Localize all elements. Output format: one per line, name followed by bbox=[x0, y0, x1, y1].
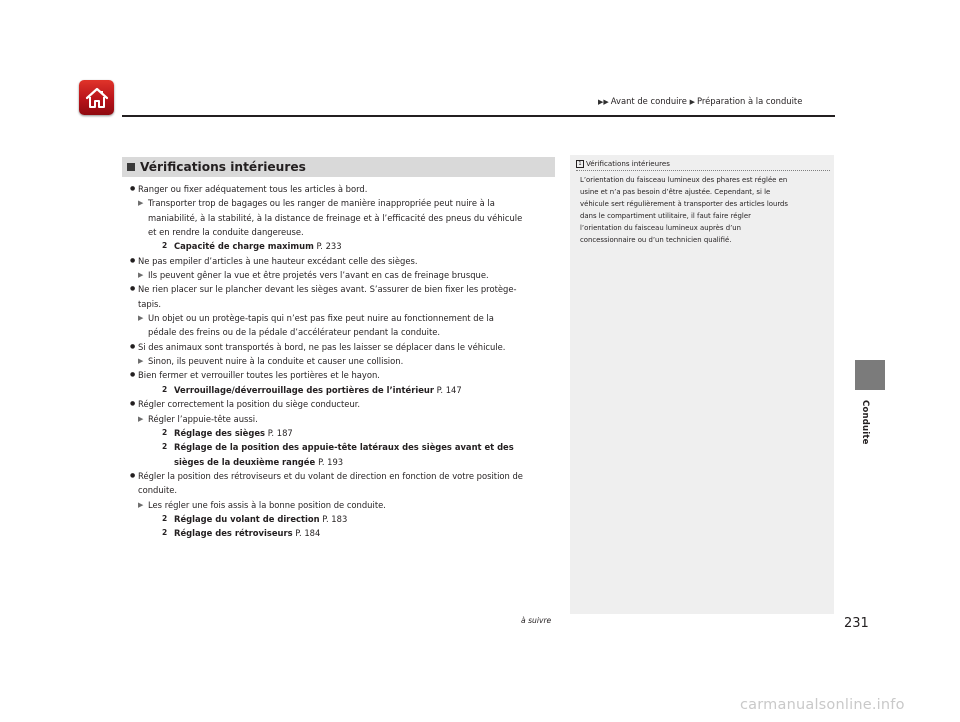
reference-page[interactable]: P. 187 bbox=[267, 427, 293, 438]
wrap-line: et en rendre la conduite dangereuse. bbox=[148, 227, 304, 238]
bullet-item bbox=[138, 397, 558, 411]
reference-link[interactable] bbox=[138, 440, 558, 454]
reference-title[interactable]: Capacité de charge maximum bbox=[174, 241, 314, 252]
arrow-icon: ▶ bbox=[138, 314, 144, 323]
sub-item-text: Transporter trop de bagages ou les ranger de manière inappropriée peut nuire à la bbox=[148, 198, 495, 209]
reference-icon: 2 bbox=[162, 442, 168, 452]
chapter-tab[interactable] bbox=[855, 360, 885, 390]
reference-icon: 2 bbox=[162, 513, 168, 523]
sidebar-title-text: Vérifications intérieures bbox=[586, 159, 670, 168]
sidebar-divider bbox=[576, 170, 830, 171]
reference-link-continued[interactable] bbox=[138, 455, 558, 469]
reference-icon: 2 bbox=[162, 241, 168, 251]
sub-item bbox=[138, 196, 558, 210]
breadcrumb-arrow-icon: ▶▶ bbox=[598, 98, 609, 106]
page-number: 231 bbox=[844, 616, 869, 631]
section-title: Vérifications intérieures bbox=[140, 160, 306, 174]
sub-item-text: Régler l’appuie-tête aussi. bbox=[148, 413, 258, 424]
reference-link[interactable] bbox=[138, 512, 558, 526]
reference-icon: 2 bbox=[162, 528, 168, 538]
reference-page[interactable]: P. 233 bbox=[316, 241, 342, 252]
reference-link[interactable] bbox=[138, 426, 558, 440]
sub-item bbox=[138, 354, 558, 368]
arrow-icon: ▶ bbox=[138, 271, 144, 280]
bullet-item bbox=[138, 182, 558, 196]
reference-title[interactable]: Réglage du volant de direction bbox=[174, 513, 320, 524]
reference-page[interactable]: P. 193 bbox=[318, 456, 344, 467]
arrow-icon: ▶ bbox=[138, 500, 144, 509]
reference-page[interactable]: P. 184 bbox=[295, 528, 321, 539]
reference-page[interactable]: P. 147 bbox=[436, 384, 462, 395]
bullet-text: Bien fermer et verrouiller toutes les portières et le hayon. bbox=[138, 370, 380, 381]
section-header bbox=[122, 157, 555, 177]
sidebar-line: l’orientation du faisceau lumineux auprès d’un bbox=[580, 223, 741, 232]
sidebar-line: concessionnaire ou d’un technicien qualifié. bbox=[580, 235, 732, 244]
reference-page[interactable]: P. 183 bbox=[322, 513, 348, 524]
bullet-text: Si des animaux sont transportés à bord, ne pas les laisser se déplacer dans le véhicule. bbox=[138, 341, 506, 352]
bullet-text: Régler correctement la position du siège conducteur. bbox=[138, 399, 361, 410]
sidebar-line: véhicule sert régulièrement à transporter des articles lourds bbox=[580, 199, 788, 208]
home-icon bbox=[84, 86, 110, 110]
bullet-text: Ne pas empiler d’articles à une hauteur excédant celle des sièges. bbox=[138, 255, 418, 266]
sub-item bbox=[138, 498, 558, 512]
reference-link[interactable] bbox=[138, 239, 558, 253]
bullet-item bbox=[138, 340, 558, 354]
bullet-text: Régler la position des rétroviseurs et du volant de direction en fonction de votre position de bbox=[138, 470, 523, 481]
breadcrumb bbox=[598, 96, 802, 106]
breadcrumb-item-preparation[interactable]: Préparation à la conduite bbox=[696, 96, 803, 106]
bullet-item bbox=[138, 469, 558, 483]
sub-item-text: Ils peuvent gêner la vue et être projetés vers l’avant en cas de freinage brusque. bbox=[148, 270, 489, 281]
breadcrumb-arrow-icon: ▶ bbox=[689, 98, 695, 106]
reference-title[interactable]: Réglage des rétroviseurs bbox=[174, 528, 293, 539]
sidebar-note bbox=[570, 155, 834, 614]
arrow-icon: ▶ bbox=[138, 357, 144, 366]
sub-item-text: Sinon, ils peuvent nuire à la conduite et causer une collision. bbox=[148, 356, 404, 367]
sub-item bbox=[138, 268, 558, 282]
breadcrumb-item-avant[interactable]: Avant de conduire bbox=[610, 96, 687, 106]
reference-title[interactable]: Réglage des sièges bbox=[174, 427, 266, 438]
sidebar-title bbox=[576, 159, 670, 168]
wrap-line: conduite. bbox=[138, 485, 178, 496]
sub-item-text: Un objet ou un protège-tapis qui n’est pas fixe peut nuire au fonctionnement de la bbox=[148, 313, 494, 324]
reference-title[interactable]: sièges de la deuxième rangée bbox=[174, 456, 316, 467]
wrap-line: maniabilité, à la stabilité, à la distance de freinage et à l’efficacité des pneus du véhicule bbox=[148, 212, 523, 223]
sidebar-text bbox=[580, 175, 820, 246]
sidebar-line: usine et n’a pas besoin d’être ajustée. Cependant, si le bbox=[580, 187, 771, 196]
main-content bbox=[138, 182, 558, 541]
sub-item bbox=[138, 412, 558, 426]
wrap-line: pédale des freins ou de la pédale d’accélérateur pendant la conduite. bbox=[148, 327, 441, 338]
reference-title[interactable]: Réglage de la position des appuie-tête latéraux des sièges avant et des bbox=[174, 442, 514, 453]
reference-icon: 2 bbox=[162, 427, 168, 437]
bullet-item bbox=[138, 254, 558, 268]
arrow-icon: ▶ bbox=[138, 414, 144, 423]
sidebar-line: dans le compartiment utilitaire, il faut faire régler bbox=[580, 211, 751, 220]
chapter-label: Conduite bbox=[860, 400, 870, 445]
bullet-text: Ne rien placer sur le plancher devant les sièges avant. S’assurer de bien fixer les protège- bbox=[138, 284, 517, 295]
reference-title[interactable]: Verrouillage/déverrouillage des portières de l’intérieur bbox=[174, 384, 434, 395]
header-rule bbox=[122, 115, 835, 117]
sub-item bbox=[138, 311, 558, 325]
sub-item-text: Les régler une fois assis à la bonne position de conduite. bbox=[148, 499, 386, 510]
wrap-line: tapis. bbox=[138, 298, 162, 309]
sidebar-line: L’orientation du faisceau lumineux des phares est réglée en bbox=[580, 176, 788, 184]
reference-link[interactable] bbox=[138, 383, 558, 397]
home-button[interactable] bbox=[79, 80, 114, 115]
bullet-text: Ranger ou fixer adéquatement tous les articles à bord. bbox=[138, 184, 368, 194]
bullet-item bbox=[138, 282, 558, 296]
arrow-icon: ▶ bbox=[138, 199, 144, 208]
continue-label: à suivre bbox=[521, 616, 552, 625]
watermark: carmanualsonline.info bbox=[740, 697, 905, 713]
bullet-item bbox=[138, 368, 558, 382]
reference-icon: 2 bbox=[162, 384, 168, 394]
section-marker-icon bbox=[127, 163, 135, 171]
note-icon: 1 bbox=[576, 160, 584, 168]
reference-link[interactable] bbox=[138, 526, 558, 540]
